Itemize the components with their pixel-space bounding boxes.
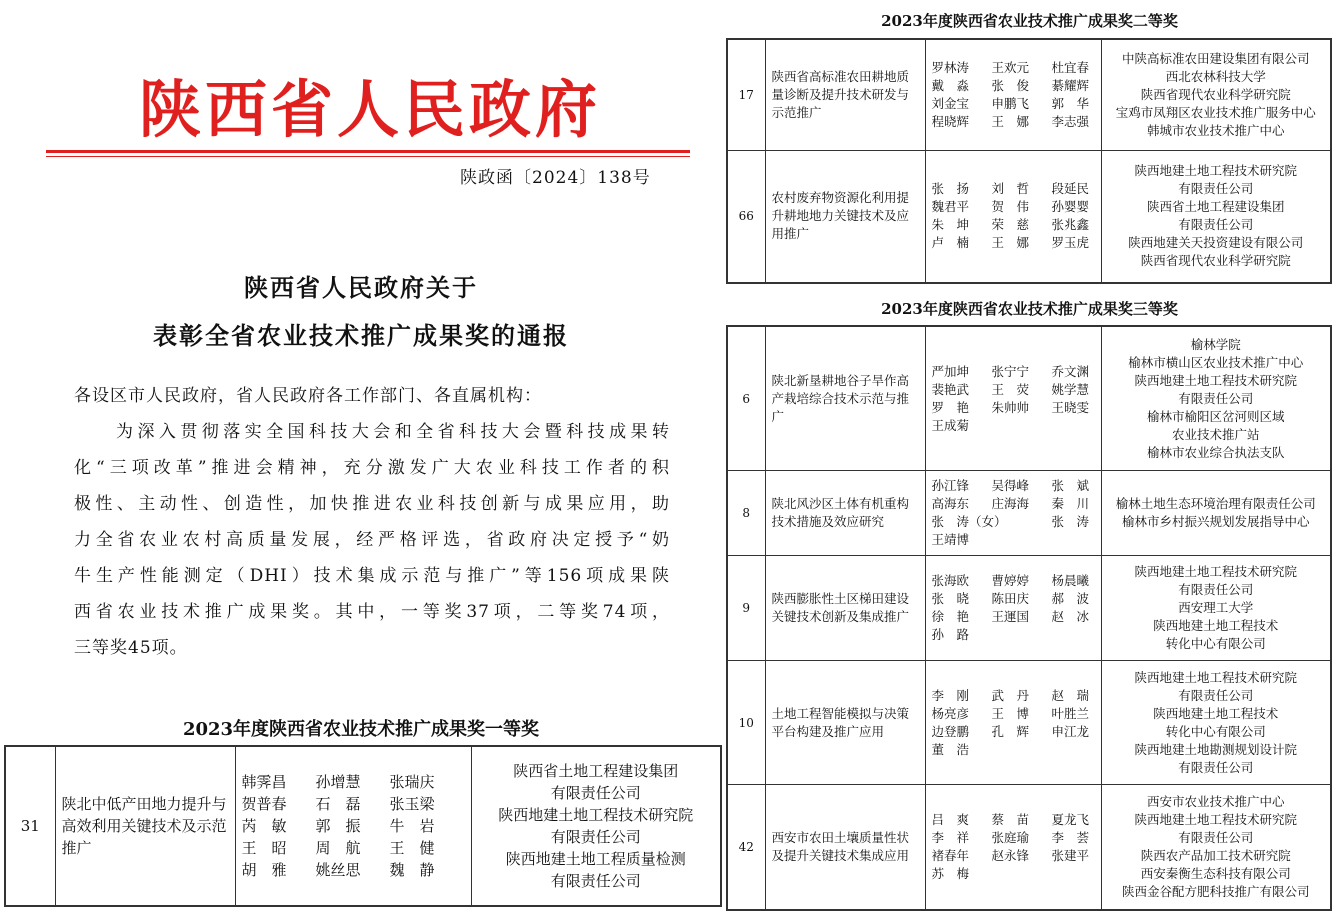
- contributors-line: [932, 811, 1095, 829]
- contributor-name: 赵 瑞: [1051, 687, 1090, 703]
- contributor-name: 孙增慧: [315, 773, 361, 791]
- contributor-name: 夏龙飞: [1051, 812, 1090, 828]
- third-prize-table: [726, 325, 1332, 911]
- project-name: 陕西省高标准农田耕地质量诊断及提升技术研发与示范推广: [765, 39, 925, 150]
- project-number: 17: [727, 39, 765, 150]
- contributors-line: [932, 723, 1095, 741]
- contributors-cell: [925, 785, 1101, 910]
- project-number: 66: [727, 150, 765, 283]
- contributor-name: 苏 梅: [931, 866, 970, 882]
- body-line: 力全省农业农村高质量发展，经严格评选，省政府决定授予“奶: [74, 530, 670, 550]
- contributor-name: 朱帅帅: [991, 399, 1030, 415]
- completing-unit: 榆林市农业综合执法支队: [1146, 444, 1285, 460]
- contributors-cell: [925, 471, 1101, 556]
- completing-unit: 陕西地建土地工程技术研究院: [1134, 812, 1297, 828]
- contributor-name: 郭 华: [1051, 95, 1090, 111]
- project-number: 8: [727, 471, 765, 556]
- contributor-name: 张 斌: [1051, 478, 1090, 494]
- contributors-cell: [925, 150, 1101, 283]
- contributor-name: 罗 艳: [931, 399, 970, 415]
- contributor-name: 李 刚: [931, 687, 970, 703]
- completing-unit: 西安秦衡生态科技有限公司: [1140, 866, 1291, 882]
- contributors-line: [932, 687, 1095, 705]
- completing-unit: 陕西地建土地工程技术研究院: [498, 806, 694, 824]
- completing-unit: 有限责任公司: [550, 872, 641, 890]
- contributors-line: [932, 513, 1095, 531]
- contributors-cell: [235, 746, 471, 906]
- completing-unit: 陕西地建土地工程技术研究院: [1134, 163, 1297, 179]
- contributor-name: 王晓雯: [1051, 399, 1090, 415]
- contributors-line: [932, 180, 1095, 198]
- contributor-name: 陈田庆: [991, 591, 1030, 607]
- contributors-line: [242, 859, 465, 881]
- completing-unit: 陕西省现代农业科学研究院: [1140, 86, 1291, 102]
- contributor-name: 张 扬: [931, 181, 970, 197]
- contributor-name: 王成菊: [931, 417, 970, 433]
- completing-unit: 陕西地建土地工程技术研究院: [1134, 669, 1297, 685]
- completing-unit: 西安理工大学: [1178, 600, 1254, 616]
- contributor-name: 牛 岩: [389, 817, 435, 835]
- project-name: 农村废弃物资源化利用提升耕地地力关键技术及应用推广: [765, 150, 925, 283]
- contributor-name: 刘金宝: [931, 95, 970, 111]
- contributor-name: 严加坤: [931, 363, 970, 379]
- completing-unit: 有限责任公司: [1178, 181, 1254, 197]
- completing-units-cell: [1101, 326, 1331, 471]
- contributor-name: 綦耀辉: [1051, 77, 1090, 93]
- completing-units-cell: [1101, 39, 1331, 150]
- contributor-name: 曹婷婷: [991, 573, 1030, 589]
- completing-unit: 有限责任公司: [1178, 582, 1254, 598]
- table-row: [5, 746, 721, 906]
- contributors-line: [932, 705, 1095, 723]
- completing-unit: 陕西地建关天投资建设有限公司: [1128, 235, 1304, 251]
- second-prize-title: 2023年度陕西省农业技术推广成果奖二等奖: [881, 12, 1178, 30]
- contributors-line: [932, 198, 1095, 216]
- table-row: [727, 660, 1331, 785]
- contributor-name: 褚春年: [931, 848, 970, 864]
- table-row: [727, 785, 1331, 910]
- body-line: 极性、主动性、创造性，加快推进农业科技创新与成果应用，助: [74, 494, 670, 514]
- table-row: [727, 150, 1331, 283]
- contributors-line: [932, 741, 1095, 759]
- completing-unit: 宝鸡市凤翔区农业技术推广服务中心: [1115, 104, 1316, 120]
- masthead-rule-thin: [46, 156, 690, 157]
- contributors-line: [932, 608, 1095, 626]
- contributors-line: [932, 626, 1095, 644]
- contributors-line: [932, 381, 1095, 399]
- contributor-name: 孔 辉: [991, 723, 1030, 739]
- contributor-name: 张兆鑫: [1051, 217, 1090, 233]
- completing-unit: 农业技术推广站: [1171, 426, 1260, 442]
- contributors-line: [242, 815, 465, 837]
- contributor-name: 王 娜: [991, 235, 1030, 251]
- completing-units-cell: [471, 746, 721, 906]
- government-masthead: 陕西省人民政府: [138, 73, 601, 146]
- contributors-line: [932, 590, 1095, 608]
- contributors-line: [932, 865, 1095, 883]
- contributor-name: 张 涛: [1051, 514, 1090, 530]
- contributor-name: 戴 淼: [931, 77, 970, 93]
- contributor-name: 杜宜春: [1051, 59, 1090, 75]
- contributor-name: 刘 哲: [991, 181, 1030, 197]
- contributors-line: [932, 95, 1095, 113]
- contributor-name: 张玉梁: [389, 795, 435, 813]
- completing-unit: 有限责任公司: [550, 784, 641, 802]
- completing-unit: 陕西地建土地工程技术: [1153, 618, 1279, 634]
- completing-unit: 陕西地建土地工程质量检测: [505, 850, 686, 868]
- contributor-name: 张海欧: [931, 573, 970, 589]
- completing-unit: 陕西农产品加工技术研究院: [1140, 848, 1291, 864]
- contributor-name: 卢 楠: [931, 235, 970, 251]
- completing-unit: 榆林市横山区农业技术推广中心: [1128, 354, 1304, 370]
- project-number: 10: [727, 660, 765, 785]
- contributor-name: 朱 坤: [931, 217, 970, 233]
- contributor-name: 胡 雅: [241, 861, 287, 879]
- contributor-name: 周 航: [315, 839, 361, 857]
- contributor-name: 武 丹: [991, 687, 1030, 703]
- body-line: 各设区市人民政府，省人民政府各工作部门、各直属机构：: [74, 386, 542, 406]
- contributor-name: 赵永锋: [991, 848, 1030, 864]
- completing-units-cell: [1101, 556, 1331, 661]
- completing-unit: 有限责任公司: [1178, 830, 1254, 846]
- contributor-name: 边登鹏: [931, 723, 970, 739]
- contributor-name: 王 娜: [991, 113, 1030, 129]
- contributor-name: 王 荧: [991, 381, 1030, 397]
- contributor-name: 王欢元: [991, 59, 1030, 75]
- completing-unit: 西北农林科技大学: [1165, 68, 1266, 84]
- contributor-name: 庄海海: [991, 496, 1030, 512]
- project-name: 陕北中低产田地力提升与高效利用关键技术及示范推广: [55, 746, 235, 906]
- contributors-line: [932, 216, 1095, 234]
- completing-unit: 转化中心有限公司: [1165, 636, 1266, 652]
- third-prize-title: 2023年度陕西省农业技术推广成果奖三等奖: [881, 300, 1178, 318]
- contributor-name: 孙江锋: [931, 478, 970, 494]
- contributors-line: [242, 793, 465, 815]
- contributor-name: 张 俊: [991, 77, 1030, 93]
- contributor-name: 郭 振: [315, 817, 361, 835]
- contributors-line: [242, 771, 465, 793]
- contributor-name: 王運国: [991, 609, 1030, 625]
- contributors-cell: [925, 556, 1101, 661]
- contributor-name: 张宁宁: [991, 363, 1030, 379]
- contributor-name: 申鹏飞: [991, 95, 1030, 111]
- completing-unit: 转化中心有限公司: [1165, 723, 1266, 739]
- document-number: 陕政函〔2024〕138号: [460, 168, 651, 188]
- completing-unit: 榆林土地生态环境治理有限责任公司: [1115, 496, 1316, 512]
- completing-unit: 有限责任公司: [1178, 687, 1254, 703]
- contributors-line: [932, 829, 1095, 847]
- document-right-page: [722, 0, 1337, 914]
- contributor-name: 李志强: [1051, 113, 1090, 129]
- completing-unit: 西安市农业技术推广中心: [1146, 794, 1285, 810]
- contributor-name: 张 涛（女）: [931, 514, 1007, 530]
- contributor-name: 韩霁昌: [241, 773, 287, 791]
- contributors-cell: [925, 39, 1101, 150]
- notice-title-line2: 表彰全省农业技术推广成果奖的通报: [153, 321, 569, 350]
- contributor-name: 秦 川: [1051, 496, 1090, 512]
- table-row: [727, 471, 1331, 556]
- completing-unit: 有限责任公司: [1178, 759, 1254, 775]
- completing-unit: 中陕高标准农田建设集团有限公司: [1121, 50, 1310, 66]
- project-name: 西安市农田土壤质量性状及提升关键技术集成应用: [765, 785, 925, 910]
- contributor-name: 蔡 苗: [991, 812, 1030, 828]
- contributors-line: [932, 477, 1095, 495]
- body-line: 为深入贯彻落实全国科技大会和全省科技大会暨科技成果转: [116, 422, 670, 442]
- contributors-line: [932, 847, 1095, 865]
- project-name: 陕北新垦耕地谷子旱作高产栽培综合技术示范与推广: [765, 326, 925, 471]
- contributors-line: [242, 837, 465, 859]
- contributor-name: 申江龙: [1051, 723, 1090, 739]
- contributor-name: 杨亮彦: [931, 705, 970, 721]
- contributor-name: 段延民: [1051, 181, 1090, 197]
- contributors-line: [932, 59, 1095, 77]
- contributor-name: 张瑞庆: [389, 773, 435, 791]
- contributor-name: 叶胜兰: [1051, 705, 1090, 721]
- contributor-name: 罗林涛: [931, 59, 970, 75]
- contributor-name: 郝 波: [1051, 591, 1090, 607]
- contributor-name: 王靖博: [931, 532, 970, 548]
- second-prize-table: [726, 38, 1332, 284]
- contributor-name: 李 祥: [931, 830, 970, 846]
- completing-units-cell: [1101, 660, 1331, 785]
- completing-units-cell: [1101, 150, 1331, 283]
- contributor-name: 王 博: [991, 705, 1030, 721]
- contributor-name: 姚学慧: [1051, 381, 1090, 397]
- completing-units-cell: [1101, 471, 1331, 556]
- contributor-name: 贺普春: [241, 795, 287, 813]
- contributors-line: [932, 417, 1095, 435]
- table-row: [727, 556, 1331, 661]
- completing-unit: 榆林市榆阳区岔河则区域: [1146, 408, 1285, 424]
- contributor-name: 魏君平: [931, 199, 970, 215]
- contributor-name: 吕 爽: [931, 812, 970, 828]
- completing-unit: 榆林市乡村振兴规划发展指导中心: [1121, 514, 1310, 530]
- contributors-cell: [925, 326, 1101, 471]
- contributor-name: 徐 艳: [931, 609, 970, 625]
- contributors-line: [932, 495, 1095, 513]
- contributors-line: [932, 363, 1095, 381]
- contributor-name: 罗玉虎: [1051, 235, 1090, 251]
- contributor-name: 贺 伟: [991, 199, 1030, 215]
- completing-unit: 有限责任公司: [1178, 390, 1254, 406]
- contributor-name: 石 磊: [315, 795, 361, 813]
- completing-unit: 陕西地建土地工程技术: [1153, 705, 1279, 721]
- contributor-name: 杨晨曦: [1051, 573, 1090, 589]
- body-line: 西省农业技术推广成果奖。其中，一等奖37项，二等奖74项，: [74, 602, 670, 622]
- project-name: 陕北风沙区土体有机重构技术措施及效应研究: [765, 471, 925, 556]
- completing-unit: 陕西金谷配方肥科技推广有限公司: [1121, 884, 1310, 900]
- project-name: 陕西膨胀性土区梯田建设关键技术创新及集成推广: [765, 556, 925, 661]
- completing-unit: 陕西地建土地勘测规划设计院: [1134, 741, 1297, 757]
- notice-title-line1: 陕西省人民政府关于: [244, 273, 478, 302]
- completing-unit: 有限责任公司: [550, 828, 641, 846]
- body-line: 牛生产性能测定（DHI）技术集成示范与推广”等156项成果陕: [74, 566, 670, 586]
- completing-unit: 陕西省现代农业科学研究院: [1140, 253, 1291, 269]
- contributor-name: 赵 冰: [1051, 609, 1090, 625]
- first-prize-title: 2023年度陕西省农业技术推广成果奖一等奖: [182, 719, 540, 740]
- contributor-name: 张 晓: [931, 591, 970, 607]
- table-row: [727, 326, 1331, 471]
- contributor-name: 张建平: [1051, 848, 1090, 864]
- completing-units-cell: [1101, 785, 1331, 910]
- contributor-name: 高海东: [931, 496, 970, 512]
- project-number: 31: [5, 746, 55, 906]
- contributors-line: [932, 77, 1095, 95]
- completing-unit: 韩城市农业技术推广中心: [1146, 122, 1285, 138]
- contributor-name: 董 浩: [931, 741, 970, 757]
- completing-unit: 有限责任公司: [1178, 217, 1254, 233]
- contributor-name: 姚丝思: [315, 861, 361, 879]
- project-name: 土地工程智能模拟与决策平台构建及推广应用: [765, 660, 925, 785]
- contributor-name: 孙 路: [931, 627, 970, 643]
- project-number: 6: [727, 326, 765, 471]
- completing-unit: 陕西地建土地工程技术研究院: [1134, 372, 1297, 388]
- contributor-name: 张庭瑜: [991, 830, 1030, 846]
- completing-unit: 陕西省土地工程建设集团: [1146, 199, 1285, 215]
- table-row: [727, 39, 1331, 150]
- masthead-rule-thick: [46, 150, 690, 153]
- contributors-line: [932, 113, 1095, 131]
- contributor-name: 吴得峰: [991, 478, 1030, 494]
- first-prize-table: [4, 745, 722, 907]
- contributors-line: [932, 531, 1095, 549]
- body-line: 三等奖45项。: [74, 638, 188, 658]
- contributor-name: 乔文渊: [1051, 363, 1090, 379]
- contributor-name: 芮 敏: [241, 817, 287, 835]
- contributors-cell: [925, 660, 1101, 785]
- project-number: 42: [727, 785, 765, 910]
- contributors-line: [932, 234, 1095, 252]
- contributors-line: [932, 399, 1095, 417]
- completing-unit: 陕西地建土地工程技术研究院: [1134, 564, 1297, 580]
- contributor-name: 裴艳武: [931, 381, 970, 397]
- contributor-name: 孙婴婴: [1051, 199, 1090, 215]
- contributors-line: [932, 572, 1095, 590]
- completing-unit: 陕西省土地工程建设集团: [513, 762, 679, 780]
- body-line: 化“三项改革”推进会精神，充分激发广大农业科技工作者的积: [74, 458, 670, 478]
- contributor-name: 李 荟: [1051, 830, 1090, 846]
- contributor-name: 荣 慈: [991, 217, 1030, 233]
- contributor-name: 魏 静: [389, 861, 435, 879]
- contributor-name: 王 昭: [241, 839, 287, 857]
- contributor-name: 王 健: [389, 839, 435, 857]
- completing-unit: 榆林学院: [1190, 336, 1241, 352]
- notice-body: [74, 378, 670, 666]
- project-number: 9: [727, 556, 765, 661]
- contributor-name: 程晓辉: [931, 113, 970, 129]
